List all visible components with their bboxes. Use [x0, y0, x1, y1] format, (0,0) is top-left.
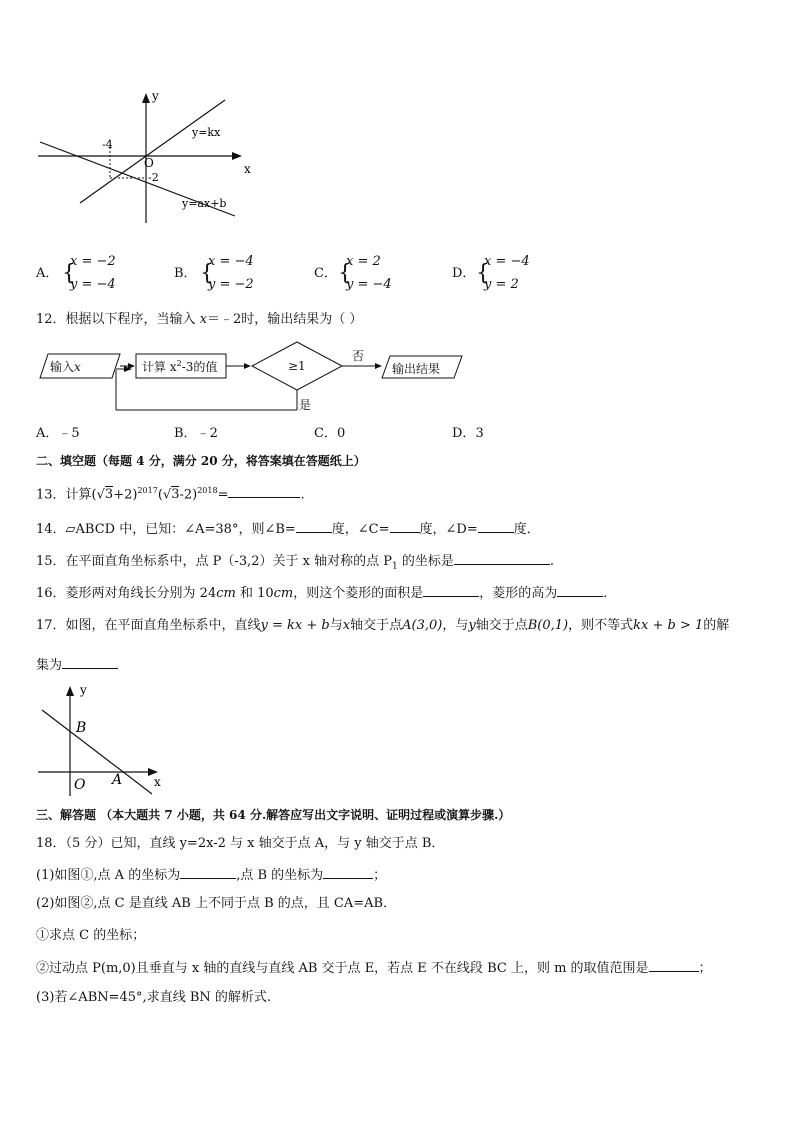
answer-blank[interactable] [180, 866, 236, 879]
brace-icon: { [62, 261, 76, 286]
flow-output-label: 输出结果 [392, 362, 441, 376]
q18-stem: 18．（5 分）已知，直线 y=2x-2 与 x 轴交于点 A，与 y 轴交于点 B． [36, 836, 445, 851]
q12-option-b[interactable]: B．﹣2 [174, 426, 218, 441]
flow-input-label: 输入x [50, 360, 81, 374]
system-bottom: y = −4 [70, 277, 116, 292]
answer-blank[interactable] [62, 656, 118, 669]
system-top: x = 2 [346, 254, 381, 269]
q18-part3: (3)若∠ABN=45°,求直线 BN 的解析式. [36, 990, 272, 1005]
q11-option-b[interactable] [174, 254, 294, 294]
system-top: x = −4 [484, 254, 530, 269]
arrowhead-2 [244, 363, 251, 369]
flow-condition-label: ≥1 [288, 359, 306, 373]
tick-neg2: -2 [148, 171, 159, 184]
system-bottom: y = −2 [208, 277, 254, 292]
q18-part2-ii: ②过动点 P(m,0)且垂直与 x 轴的直线与直线 AB 交于点 E，若点 E 不在线段 BC 上，则 m 的取值范围是 ； [36, 961, 712, 976]
section2-heading: 二、填空题（每题 4 分，满分 20 分，将答案填在答题纸上） [36, 454, 366, 468]
y-axis-arrow [142, 93, 150, 103]
option-letter: A． [36, 266, 59, 281]
brace-icon: { [200, 261, 214, 286]
option-letter: D． [452, 266, 476, 281]
q17-line2: 集为 [36, 656, 118, 674]
sqrt-symbol: √ [162, 487, 172, 503]
q12-stem-post: ＝﹣2时，输出结果为（ ） [207, 312, 363, 327]
q18-part2-i: ①求点 C 的坐标； [36, 928, 146, 943]
q14: 14．▱ABCD 中，已知：∠A=38°，则∠B= 度，∠C= 度，∠D= 度． [36, 522, 540, 537]
system-bottom: y = 2 [484, 277, 519, 292]
answer-blank[interactable] [423, 584, 479, 597]
answer-blank[interactable] [228, 485, 300, 498]
q15: 15．在平面直角坐标系中，点 P（-3,2）关于 x 轴对称的点 $P_1$ 的坐标是 . [36, 554, 554, 572]
answer-blank[interactable] [649, 959, 699, 972]
system-top: x = −4 [208, 254, 254, 269]
line-kx [80, 100, 225, 203]
flow-yes-label: 是 [299, 398, 312, 412]
origin-label: O [144, 156, 154, 170]
answer-blank[interactable] [478, 520, 514, 533]
flow-compute-label: 计算 $x^2-3$的值 [142, 359, 218, 374]
y-axis-label: y [152, 89, 159, 103]
q13: 13．计算$(√3+2)^{2017}(√3-2)^{2018}=$ . [36, 486, 305, 503]
system-top: x = −2 [70, 254, 116, 269]
q16: 16．菱形两对角线长分别为 24cm 和 10cm，则这个菱形的面积是 ，菱形的高为 ． [36, 586, 617, 601]
section3-heading: 三、解答题 （本大题共 7 小题，共 64 分.解答应写出文字说明、证明过程或演算步骤.） [36, 808, 511, 822]
sqrt-symbol: √ [96, 487, 105, 503]
answer-blank[interactable] [323, 866, 373, 879]
q12-flowchart [34, 338, 474, 418]
x-axis-arrow [232, 152, 242, 160]
line-kxb [42, 710, 152, 794]
answer-blank[interactable] [390, 520, 420, 533]
brace-icon: { [476, 261, 490, 286]
q12-option-c[interactable]: C．0 [314, 426, 346, 441]
line-axb-label: y=ax+b [182, 197, 227, 210]
system-bottom: y = −4 [346, 277, 392, 292]
option-letter: C． [314, 266, 337, 281]
origin-label: O [74, 777, 86, 793]
q11-graph [30, 85, 260, 225]
q18-part2: (2)如图②,点 C 是直线 AB 上不同于点 B 的点，且 CA=AB． [36, 896, 397, 911]
tick-neg4: -4 [102, 138, 113, 151]
q11-option-a[interactable] [36, 254, 156, 294]
brace-icon: { [338, 261, 352, 286]
q18-part1: (1)如图①,点 A 的坐标为 ,点 B 的坐标为 ； [36, 868, 387, 883]
arrowhead-3 [375, 363, 382, 369]
q11-option-d[interactable] [452, 254, 572, 294]
flow-no-label: 否 [352, 349, 365, 363]
x-axis-label: x [244, 162, 251, 176]
point-b-label: B [76, 720, 87, 736]
answer-blank[interactable] [296, 520, 332, 533]
q12-stem [36, 312, 362, 328]
q12-stem-pre: 12．根据以下程序，当输入 [36, 312, 200, 327]
q17-graph [34, 680, 174, 800]
q12-option-a[interactable]: A．﹣5 [36, 426, 80, 441]
q12-stem-var: x [199, 312, 208, 327]
q17-line1: 17．如图，在平面直角坐标系中，直线y = kx + b与x轴交于点A(3,0)，与y轴交于点B(0,1)，则不等式kx + b > 1的解 [36, 618, 730, 633]
x-axis-label: x [154, 775, 161, 789]
point-a-label: A [112, 772, 123, 788]
y-axis-label: y [80, 683, 87, 697]
q12-option-d[interactable]: D．3 [452, 426, 484, 441]
answer-blank[interactable] [454, 552, 550, 565]
answer-blank[interactable] [557, 584, 603, 597]
line-kx-label: y=kx [192, 126, 221, 139]
y-axis-arrow [66, 686, 74, 696]
option-letter: B． [174, 266, 197, 281]
q11-option-c[interactable] [314, 254, 434, 294]
